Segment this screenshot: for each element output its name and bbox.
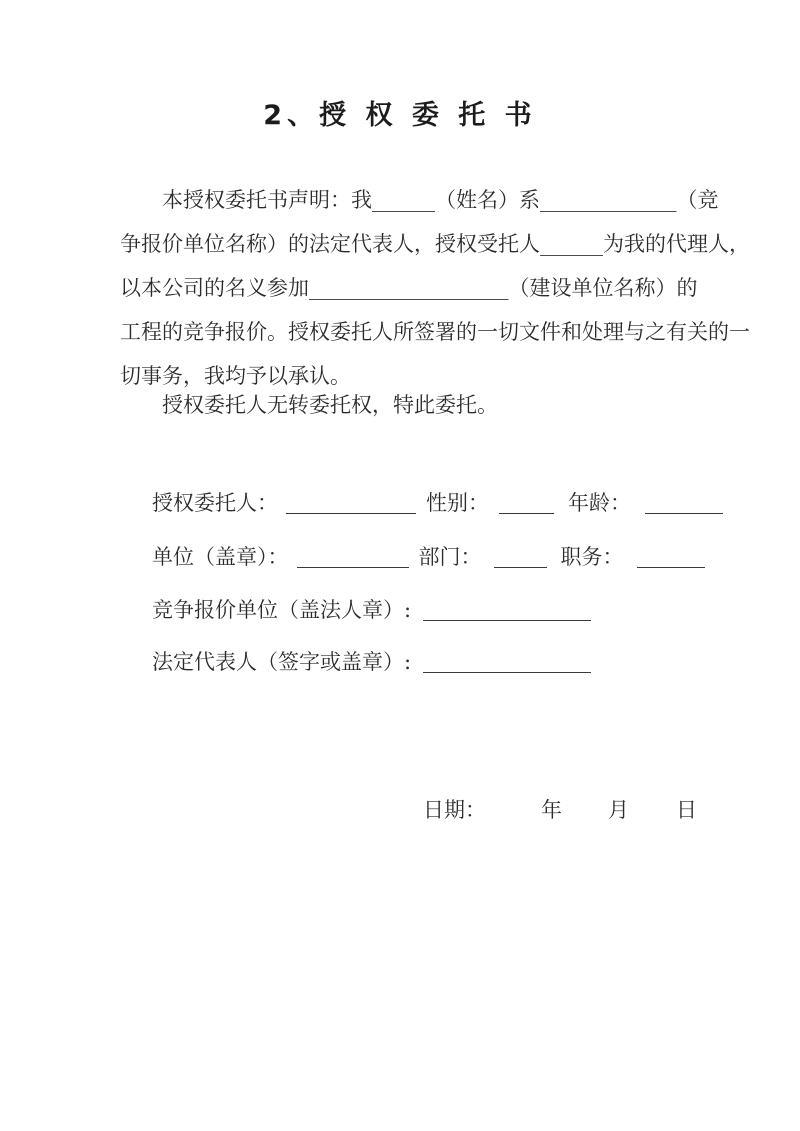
attorney-label: 授权委托人： <box>152 491 278 515</box>
age-blank-line <box>645 495 723 514</box>
unit-info-row <box>152 541 705 573</box>
attorney-info-row <box>152 487 723 519</box>
bidding-unit-row <box>152 594 591 626</box>
date-label: 日期： <box>423 798 486 822</box>
date-row <box>423 795 697 825</box>
paragraph-line: 本授权委托书声明：我______（姓名）系_____________（竞 <box>162 188 719 212</box>
position-label: 职务： <box>560 545 624 569</box>
attorney-blank-line <box>286 495 416 514</box>
unit-blank-line <box>297 549 409 568</box>
age-label: 年龄： <box>568 491 631 515</box>
paragraph-line: 授权委托人无转委托权，特此委托。 <box>162 393 498 417</box>
bidding-unit-blank-line <box>423 602 591 621</box>
month-label: 月 <box>608 798 629 822</box>
unit-seal-label: 单位（盖章）： <box>152 545 289 569</box>
gender-label: 性别： <box>426 491 489 515</box>
paragraph-line: 争报价单位名称）的法定代表人，授权受托人______为我的代理人， <box>120 232 750 256</box>
department-blank-line <box>494 549 547 568</box>
paragraph-line: 以本公司的名义参加___________________（建设单位名称）的 <box>120 276 698 300</box>
position-blank-line <box>637 549 705 568</box>
declaration-paragraph <box>120 178 750 398</box>
bidding-unit-seal-label: 竞争报价单位（盖法人章）: <box>152 598 412 622</box>
no-sub-delegation-paragraph <box>120 383 705 427</box>
legal-representative-blank-line <box>423 654 591 673</box>
gender-blank-line <box>499 495 554 514</box>
legal-representative-sign-label: 法定代表人（签字或盖章）: <box>152 650 412 674</box>
department-label: 部门： <box>418 545 482 569</box>
paragraph-line: 切事务，我均予以承认。 <box>120 364 351 388</box>
year-label: 年 <box>541 798 562 822</box>
day-label: 日 <box>676 798 697 822</box>
paragraph-line: 工程的竞争报价。授权委托人所签署的一切文件和处理与之有关的一 <box>120 320 750 344</box>
legal-representative-row <box>152 646 591 678</box>
document-title: 2、授 权 委 托 书 <box>263 100 537 131</box>
